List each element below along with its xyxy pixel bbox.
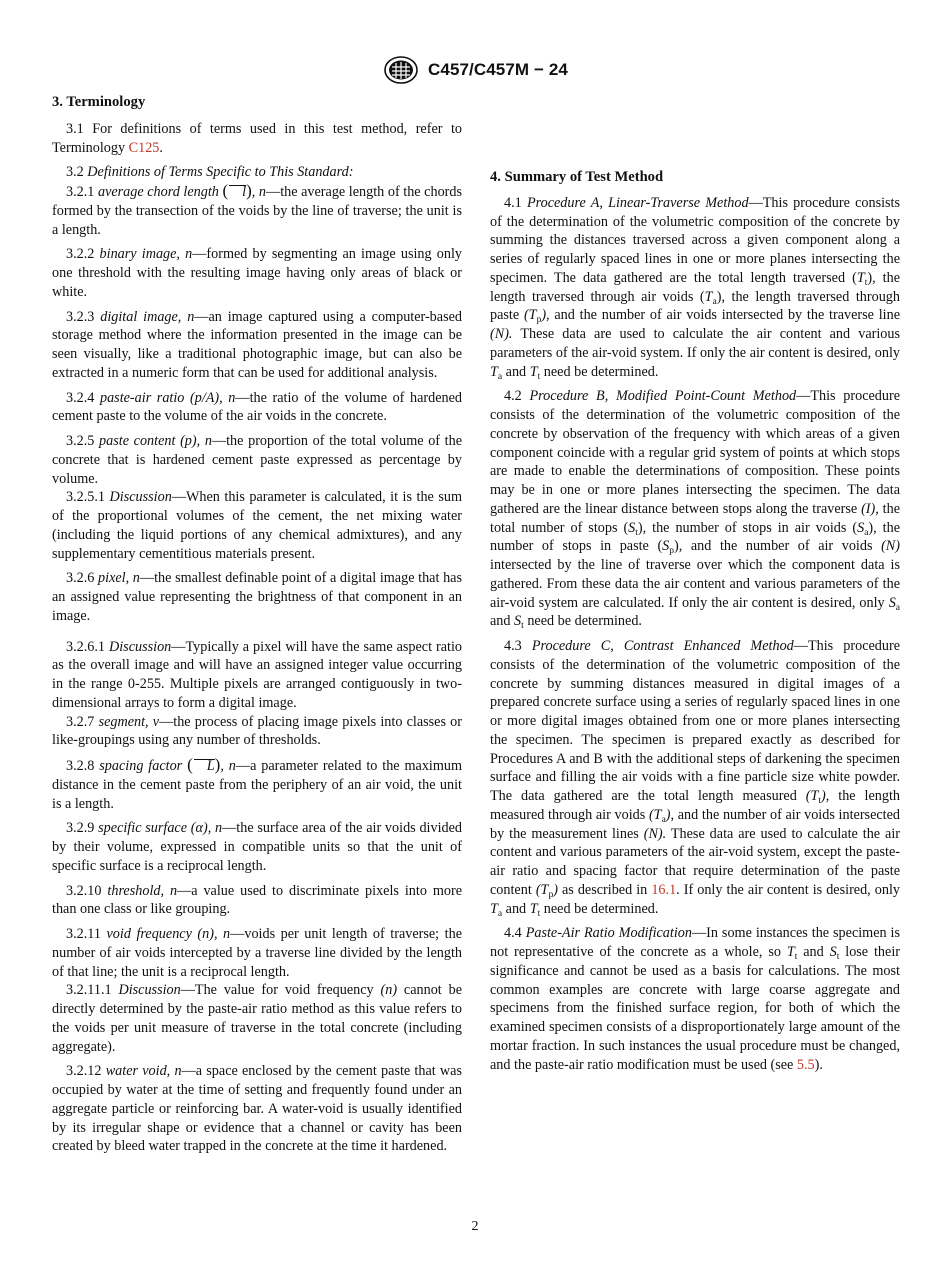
- term-3-2-9: 3.2.9 specific surface (α), n—the surface area of the air voids divided by their volume, expressed in compatible units so that the unit of specific surface is a reciprocal length.: [52, 820, 463, 874]
- astm-logo: [382, 55, 420, 85]
- term-3-2-11: 3.2.11 void frequency (n), n—voids per unit length of traverse; the number of air voids intercepted by a traverse line divided by the length of that line; the unit is a reciprocal length.: [52, 926, 462, 980]
- term-3-2-7: 3.2.7 segment, v—the process of placing image pixels into classes or like-groupings using any number of thresholds.: [52, 713, 462, 749]
- term-3-2-3: 3.2.3 digital image, n—an image captured using a computer-based storage method where the information presented in the image can be seen visually, like a traditional photographic image, but can also be extracted in a numeric form that can be used for additional analysis.: [52, 308, 462, 381]
- section-3-heading: 3. Terminology: [52, 94, 146, 110]
- term-3-2-5: 3.2.5 paste content (p), n—the proportion of the total volume of the concrete that is hardened cement paste expressed as percentage by volume.: [52, 433, 463, 487]
- page-header: [0, 54, 950, 86]
- para-3-1: 3.1 For definitions of terms used in this test method, refer to Terminology C125.: [52, 120, 462, 156]
- c125-link[interactable]: C125: [128, 139, 160, 156]
- term-3-2-10: 3.2.10 threshold, n—a value used to discriminate pixels into more than one class or like grouping.: [52, 882, 462, 918]
- para-4-3: 4.3 Procedure C, Contrast Enhanced Method—This procedure consists of the determination of the volumetric composition of the concrete by summing distances measured in digital images of a prepared concrete surface using a series of regularly spaced lines in one or more digital images obtained from one or more planes intersecting the specimen. The specimen is prepared exactly as described for Procedures A and B with the additional steps of darkening the specimen surface and filling the air voids with a fine particle size white powder. The data gathered are the total length measured $(T_t)$, the length measured through air voids $(T_a)$, and the number of air voids intersected by the measurement lines (N). These data are used to calculate the air content and various parameters of the air-void system, except the paste-air ratio and spacing factor that require determination of the paste content $(T_p)$ as described in 16.1. If only the air content is desired, only $T_a$ and $T_t$ need be determined.: [490, 638, 901, 919]
- section-4-heading: 4. Summary of Test Method: [490, 169, 664, 185]
- page-number: 2: [471, 1219, 479, 1234]
- term-3-2-4: 3.2.4 paste-air ratio (p/A), n—the ratio of the volume of hardened cement paste to the volume of the air voids in the concrete.: [52, 389, 462, 425]
- term-3-2-2: 3.2.2 binary image, n—formed by segmenting an image using only one threshold with the resulting image having only areas of black or white.: [52, 246, 463, 300]
- section-16-1-link[interactable]: 16.1: [651, 881, 677, 898]
- section-5-5-link[interactable]: 5.5: [796, 1056, 815, 1073]
- para-4-2: 4.2 Procedure B, Modified Point-Count Method—This procedure consists of the determination of the volumetric composition of the concrete by observation of the frequency with which areas of a given component coincide with a regular grid system of points at which stops are made to enable the determinations of composition. These points may be in one or more planes intersecting the specimen. The data gathered are the linear distance between stops along the traverse (I), the total number of stops $(S_t)$, the number of stops in air voids $(S_a)$, the number of stops in paste $(S_p)$, and the number of air voids (N) intersected by the line of traverse over which the component data is gathered. From these data the air content and various parameters of the air-void system are calculated. If only the air content is desired, only $S_a$ and $S_t$ need be determined.: [490, 388, 900, 632]
- left-column: [52, 93, 462, 1156]
- term-3-2-11-1: 3.2.11.1 Discussion—The value for void frequency (n) cannot be directly determined by the paste-air ratio method as this value refers to the voids per unit measure of traverse in the total concrete (including aggregate).: [52, 982, 462, 1055]
- term-3-2-12: 3.2.12 water void, n—a space enclosed by the cement paste that was occupied by water at the time of setting and frequently found under an aggregate particle or reinforcing bar. A water-void is usually identified by its irregular shape or evidence that a channel or cavity has been created by bleed water trapped in the concrete at the time it hardened.: [52, 1063, 463, 1155]
- term-3-2-5-1: 3.2.5.1 Discussion—When this parameter is calculated, it is the sum of the proportional volumes of the cement, the net mixing water (including the liquid portions of any chemical admixtures), and any supplementary cementitious materials present.: [52, 489, 463, 562]
- term-3-2-1: 3.2.1 average chord length ( l), n—the average length of the chords formed by the transection of the voids by the line of traverse; the unit is a length.: [52, 181, 463, 238]
- right-column: [490, 93, 900, 1074]
- para-3-2: 3.2 Definitions of Terms Specific to This Standard:: [66, 164, 354, 181]
- para-4-4: 4.4 Paste-Air Ratio Modification—In some instances the specimen is not representative of the concrete as a whole, so $T_t$ and $S_t$ lose their significance and cannot be used as a basis for calculations. The most common examples are concrete with large coarse aggregate and specimens from the finished surface region, for both of which the examined specimen consists of a disproportionately large amount of the mortar fraction. In such instances the usual procedure must be changed, and the paste-air ratio modification must be used (see 5.5).: [490, 925, 901, 1073]
- term-3-2-6-1: 3.2.6.1 Discussion—Typically a pixel will have the same aspect ratio as the overall image and will have an assigned integer value occurring in the range 0-255. Multiple pixels are arranged contiguously in two-dimensional arrays to form a digital image.: [52, 638, 462, 711]
- term-3-2-6: 3.2.6 pixel, n—the smallest definable point of a digital image that has an assigned value representing the brightness of that component in an image.: [52, 570, 462, 624]
- para-4-1: 4.1 Procedure A, Linear-Traverse Method—This procedure consists of the determination of the volumetric composition of the concrete by summing the distances traversed across a given component along a series of regularly spaced lines in one or more planes intersecting the specimen. The data gathered are the total length traversed $(T_t)$, the length traversed through air voids $(T_a)$, the length traversed through paste $(T_p)$, and the number of air voids intersected by the traverse line (N). These data are used to calculate the air content and various parameters of the air-void system. If only the air content is desired, only $T_a$ and $T_t$ need be determined.: [490, 194, 901, 382]
- term-3-2-8: 3.2.8 spacing factor ( L), n—a parameter related to the maximum distance in the cement paste from the periphery of an air void, the unit is a length.: [52, 755, 463, 812]
- standard-designation: C457/C457M − 24: [428, 60, 568, 79]
